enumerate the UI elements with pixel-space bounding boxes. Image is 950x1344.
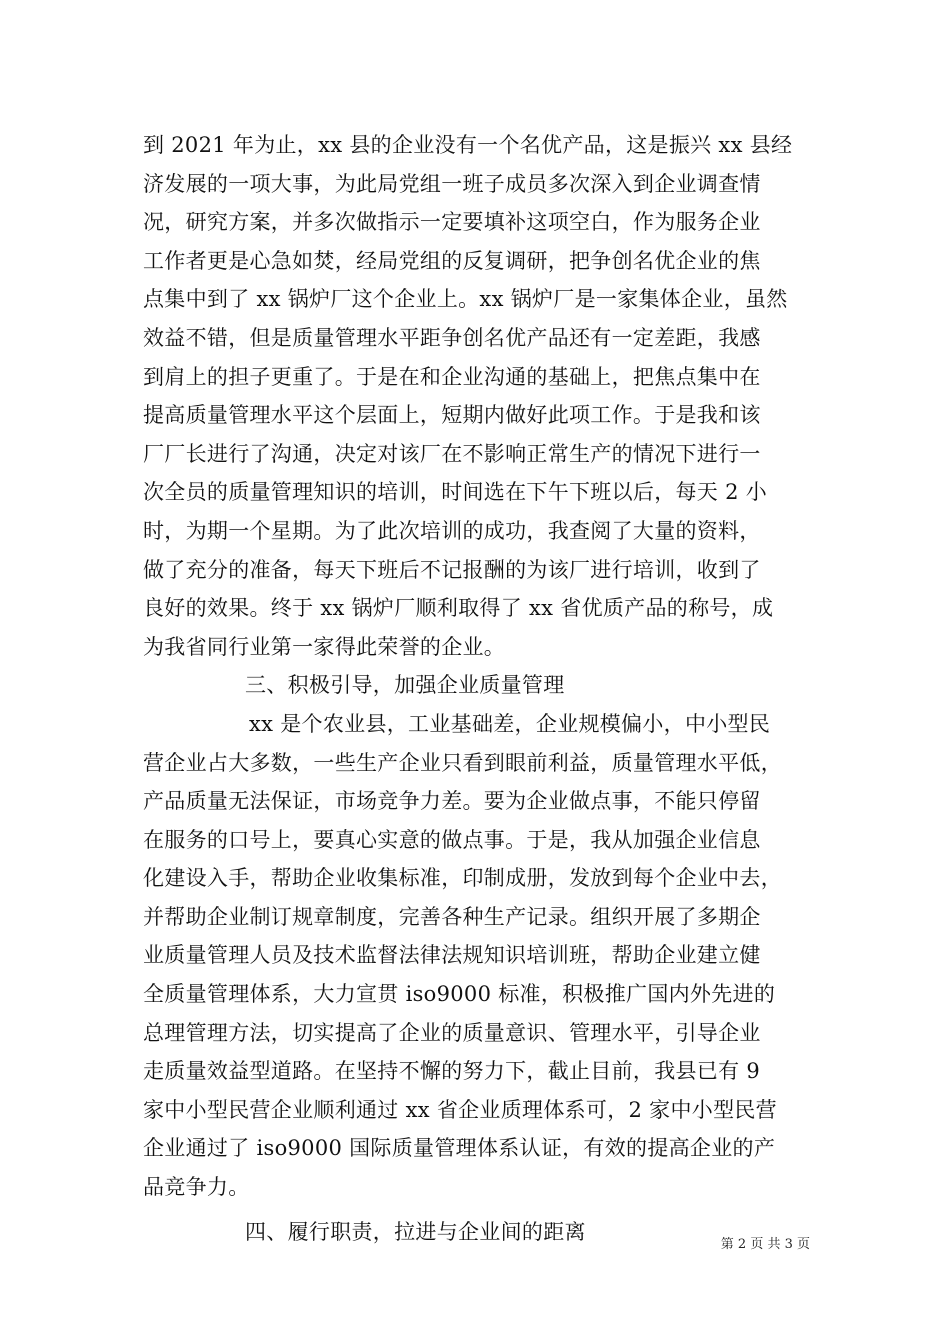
text-line: 化建设入手，帮助企业收集标准，印制成册，发放到每个企业中去， [143,866,782,891]
text-line: 产品质量无法保证，市场竞争力差。要为企业做点事，不能只停留 [143,789,761,814]
text-line: 良好的效果。终于 xx 锅炉厂顺利取得了 xx 省优质产品的称号，成 [143,596,774,621]
body-text [143,126,813,1251]
text-line: 提高质量管理水平这个层面上，短期内做好此项工作。于是我和该 [143,403,761,428]
text-line: 到 2021 年为止，xx 县的企业没有一个名优产品，这是振兴 xx 县经 [143,133,793,157]
section-heading-4: 四、履行职责，拉进与企业间的距离 [245,1219,586,1244]
text-line: 在服务的口号上，要真心实意的做点事。于是，我从加强企业信息 [143,827,761,852]
text-line: 并帮助企业制订规章制度，完善各种生产记录。组织开展了多期企 [143,904,761,929]
page-number: 第 2 页 共 3 页 [720,1237,810,1252]
text-line: 业质量管理人员及技术监督法律法规知识培训班，帮助企业建立健 [143,943,761,968]
text-line: 走质量效益型道路。在坚持不懈的努力下，截止目前，我县已有 9 [143,1059,761,1084]
text-line: 工作者更是心急如焚，经局党组的反复调研，把争创名优企业的焦 [143,248,761,273]
text-line: 时，为期一个星期。为了此次培训的成功，我查阅了大量的资料， [143,518,761,543]
text-line: 次全员的质量管理知识的培训，时间选在下午下班以后，每天 2 小 [143,480,768,505]
paragraph-first-line: xx 是个农业县，工业基础差，企业规模偏小，中小型民 [249,711,771,736]
text-line: 品竞争力。 [143,1175,250,1200]
text-line: 家中小型民营企业顺利通过 xx 省企业质理体系可，2 家中小型民营 [143,1097,777,1122]
text-line: 企业通过了 iso9000 国际质量管理体系认证，有效的提高企业的产 [143,1136,776,1161]
text-line: 总理管理方法，切实提高了企业的质量意识、管理水平，引导企业 [143,1020,761,1045]
text-line: 为我省同行业第一家得此荣誉的企业。 [143,634,506,659]
text-line: 厂厂长进行了沟通，决定对该厂在不影响正常生产的情况下进行一 [143,441,761,466]
text-line: 到肩上的担子更重了。于是在和企业沟通的基础上，把焦点集中在 [143,364,761,389]
section-heading-3: 三、积极引导，加强企业质量管理 [245,673,565,698]
text-line: 济发展的一项大事，为此局党组一班子成员多次深入到企业调查情 [143,171,761,196]
text-line: 全质量管理体系，大力宣贯 iso9000 标准，积极推广国内外先进的 [143,982,776,1007]
text-line: 做了充分的准备，每天下班后不记报酬的为该厂进行培训，收到了 [143,557,761,582]
text-line: 况，研究方案，并多次做指示一定要填补这项空白，作为服务企业 [143,210,761,235]
text-line: 营企业占大多数，一些生产企业只看到眼前利益，质量管理水平低， [143,750,782,775]
text-line: 效益不错，但是质量管理水平距争创名优产品还有一定差距，我感 [143,325,761,350]
text-line: 点集中到了 xx 锅炉厂这个企业上。xx 锅炉厂是一家集体企业，虽然 [143,287,788,312]
